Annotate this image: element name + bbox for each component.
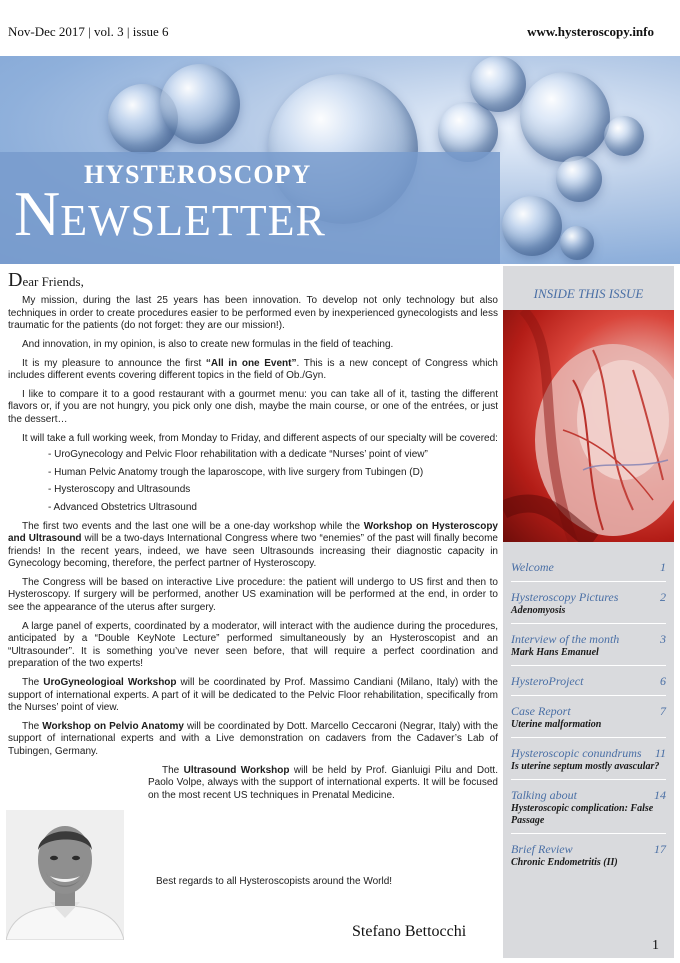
greeting-text: ear Friends, [22,274,84,289]
divider [511,695,666,696]
toc-item-hysteroproject[interactable] [503,674,674,696]
toc-item-talking-about[interactable] [503,788,674,834]
table-of-contents [503,560,674,877]
text-run: The [22,720,43,732]
toc-title: Hysteroscopy Pictures [511,590,619,604]
paragraph [8,721,498,759]
paragraph: My mission, during the last 25 years has been innovation. To develop not only technology but also techniques in order to create procedures easier to be performed even by inexperienced gynecologists and less traumatic for the patients (do not forget: they are our mission!). [8,295,498,332]
list-item: - Human Pelvic Anatomy trough the laparoscope, with live surgery from Tubingen (D) [48,466,424,478]
toc-title: Welcome [511,560,554,574]
paragraph: It will take a full working week, from Monday to Friday, and different aspects of our specialty will be covered: [22,432,498,444]
divider [511,833,666,834]
toc-title: HysteroProject [511,674,584,688]
toc-item-interview[interactable] [503,632,674,666]
workshop-name: UroGyneologioal Workshop [43,677,177,689]
divider [511,665,666,666]
divider [511,779,666,780]
toc-item-hysteroscopy-pictures[interactable] [503,590,674,624]
divider [511,623,666,624]
paragraph [8,521,498,571]
paragraph: I like to compare it to a good restaurant with a gourmet menu: you can take all of it, tasting the different flavors or, if you are not hungry, you pick only one dish, maybe the main course, or one of the entrées, or just the dessert… [8,388,498,425]
toc-item-welcome[interactable] [503,560,674,582]
text-run: will be held by Prof. Gianluigi Pilu and Dott. Paolo Volpe, always with the support of international experts. It will be focused on the most recent US techniques in Prenatal Medicine. [148,764,498,801]
page-number: 1 [652,938,659,953]
signoff: Best regards to all Hysteroscopists around the World! [156,876,393,887]
masthead-title-small: HYSTEROSCOPY [84,160,312,189]
issue-line: Nov-Dec 2017 | vol. 3 | issue 6 [8,24,169,39]
sidebar-title: INSIDE THIS ISSUE [533,286,644,301]
paragraph: The Congress will be based on interactive Live procedure: the patient will undergo to US first and then to Hysteroscopy. If surgery will be performed, another US examination will be performed at the end, in order to see the appearance of the uterus after surgery. [8,576,498,614]
masthead-title-rest: EWSLETTER [60,196,326,245]
paragraph [148,765,498,803]
toc-item-conundrums[interactable] [503,746,674,780]
top-bar [0,0,680,56]
toc-subtitle: Is uterine septum mostly avascular? [511,761,660,772]
author-photo [6,810,124,940]
paragraph: A large panel of experts, coordinated by a moderator, will interact with the audience during the procedures, anticipated by a “Double KeyNote Lecture” performed simultaneously by an Hysteroscopist and an “Ultrasounder”. It is something you’ve never seen before, that will require a perfect coordination and preparation of the two experts! [8,620,498,670]
toc-title: Interview of the month [511,632,620,646]
toc-page: 3 [660,632,666,646]
masthead-initial: N [14,178,61,249]
greeting-dropcap: D [8,269,23,291]
toc-title: Brief Review [511,842,573,856]
website-url[interactable]: www.hysteroscopy.info [527,24,654,39]
toc-page: 14 [654,788,666,802]
workshop-name: Ultrasound Workshop [183,764,290,776]
toc-subtitle: Uterine malformation [511,719,602,730]
toc-subtitle: Mark Hans Emanuel [511,647,599,658]
toc-page: 2 [660,590,666,604]
toc-subtitle: Hysteroscopic complication: False Passage [511,803,654,826]
masthead-title-big [14,178,326,249]
text-run: . This is a new concept of Congress which includes different events covering different topics in the field of Ob./Gyn. [8,357,498,382]
toc-title: Case Report [511,704,571,718]
text-run: will be coordinated by Dott. Marcello Ceccaroni (Negrar, Italy) with the support of international experts and with a Live demonstration on cadavers from the Cadaver’s Lab of Tubingen, Germany. [8,720,498,757]
text-run: The [162,764,184,776]
event-name: “All in one Event” [205,357,297,369]
toc-page: 6 [660,674,666,688]
hysteroscopy-image [503,310,674,542]
workshop-name: Workshop on Pelvio Anatomy [42,720,184,732]
text-run: will be a two-days International Congress where two “enemies” of the past will finally become friends! In the recent years, indeed, we have seen Ultrasounds increasing their diagnostic capacity in Gynecology becoming, therefore, the perfect partner of Hysteroscopy. [8,533,498,570]
toc-title: Hysteroscopic conundrums [511,746,642,760]
paragraph [8,677,498,715]
uterine-cavity-icon [503,310,674,542]
text-run: will be coordinated by Prof. Massimo Candiani (Milano, Italy) with the support of international experts. A part of it will be dedicated to the Pelvic Floor rehabilitation, specifically from the Nurses’ point of view. [8,677,498,714]
masthead-title-box [0,152,500,264]
toc-page: 7 [660,704,666,718]
toc-page: 17 [654,842,666,856]
signature: Stefano Bettocchi [352,923,467,940]
text-run: The [22,677,44,689]
toc-subtitle: Chronic Endometritis (II) [511,857,618,868]
toc-item-brief-review[interactable] [503,842,674,869]
workshop-name: Workshop on Hysteroscopy and Ultrasound [8,520,498,545]
list-item: - UroGynecology and Pelvic Floor rehabilitation with a dedicate “Nurses’ point of view” [48,449,428,461]
sidebar [503,266,674,958]
list-item: - Hysteroscopy and Ultrasounds [48,484,191,496]
divider [511,737,666,738]
toc-subtitle: Adenomyosis [511,605,566,616]
list-item: - Advanced Obstetrics Ultrasound [48,501,197,513]
toc-page: 1 [660,560,666,574]
masthead-banner [0,56,680,264]
topics-list [48,449,498,514]
toc-page: 11 [654,746,666,760]
divider [511,581,666,582]
paragraph [8,358,498,383]
toc-title: Talking about [511,788,577,802]
text-run: The first two events and the last one will be a one-day workshop while the [22,520,364,532]
toc-item-case-report[interactable] [503,704,674,738]
paragraph: And innovation, in my opinion, is also to create new formulas in the field of teaching. [22,338,394,350]
text-run: It is my pleasure to announce the first [22,357,206,369]
author-portrait-icon [6,810,124,940]
greeting [8,268,498,293]
